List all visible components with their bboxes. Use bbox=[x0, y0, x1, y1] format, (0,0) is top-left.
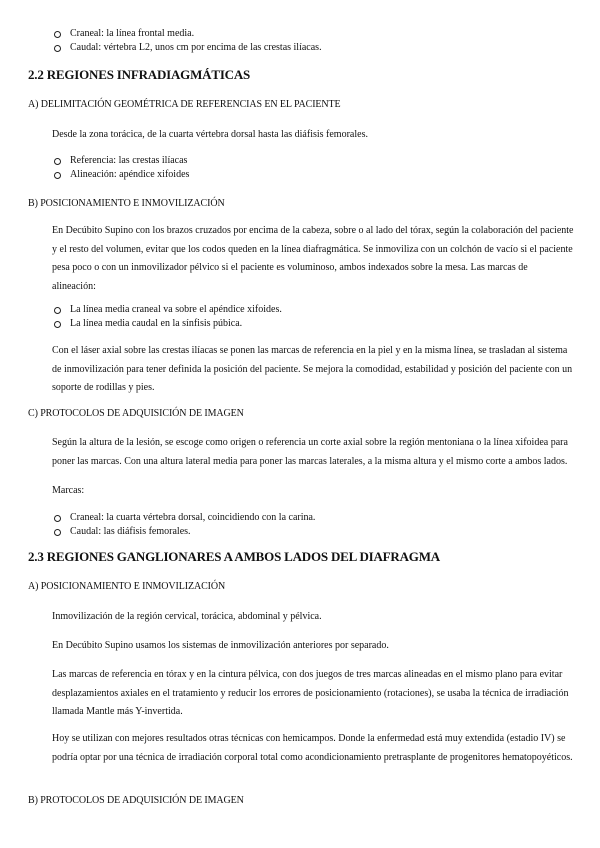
bullet-list bbox=[0, 154, 600, 182]
bullet-circle-icon bbox=[54, 529, 61, 536]
paragraph: Marcas: bbox=[52, 485, 85, 496]
subsection-heading-b: B) POSICIONAMIENTO E INMOVILIZACIÓN bbox=[28, 198, 225, 209]
bullet-circle-icon bbox=[54, 321, 61, 328]
section-heading-2-3: 2.3 REGIONES GANGLIONARES A AMBOS LADOS DEL DIAFRAGMA bbox=[28, 549, 440, 564]
list-item: Alineación: apéndice xifoides bbox=[0, 168, 600, 182]
top-bullet-list bbox=[0, 27, 600, 55]
subsection-heading-b: B) PROTOCOLOS DE ADQUISICIÓN DE IMAGEN bbox=[28, 795, 244, 806]
paragraph: Las marcas de referencia en tórax y en la cintura pélvica, con dos juegos de tres marcas alineadas en el mismo plano para evitar desplazamientos axiales en el tratamiento y reducir los errores de posicionamiento (rotaciones), se usaba la técnica de irradiación llamada Mantle más Y-invertida. bbox=[52, 669, 569, 717]
list-item: Craneal: la cuarta vértebra dorsal, coincidiendo con la carina. bbox=[0, 511, 600, 525]
paragraph: Inmovilización de la región cervical, torácica, abdominal y pélvica. bbox=[52, 611, 322, 622]
paragraph: Con el láser axial sobre las crestas ilíacas se ponen las marcas de referencia en la piel y en la misma línea, se trasladan al sistema de inmovilización para tener definida la posición del paciente. Se mejora la comodidad, estabilidad y posición del paciente con un soporte de rodillas y pies. bbox=[52, 345, 573, 393]
subsection-heading-c: C) PROTOCOLOS DE ADQUISICIÓN DE IMAGEN bbox=[28, 408, 244, 419]
bullet-list bbox=[0, 511, 600, 539]
list-item: Caudal: las diáfisis femorales. bbox=[0, 525, 600, 539]
paragraph: En Decúbito Supino usamos los sistemas de inmovilización anteriores por separado. bbox=[52, 640, 389, 651]
list-item: La línea media caudal en la sínfisis púbica. bbox=[0, 317, 600, 331]
list-item: Referencia: las crestas ilíacas bbox=[0, 154, 600, 168]
bullet-list bbox=[0, 303, 600, 331]
paragraph: Según la altura de la lesión, se escoge como origen o referencia un corte axial sobre la región mentoniana o la línea xifoidea para poner las marcas. Con una altura lateral media para poner las marcas laterales, a la misma altura y el mismo corte a ambos lados. bbox=[52, 437, 568, 467]
bullet-circle-icon bbox=[54, 158, 61, 165]
bullet-circle-icon bbox=[54, 172, 61, 179]
subsection-heading-a: A) POSICIONAMIENTO E INMOVILIZACIÓN bbox=[28, 581, 226, 592]
subsection-heading-a: A) DELIMITACIÓN GEOMÉTRICA DE REFERENCIAS EN EL PACIENTE bbox=[28, 99, 341, 110]
paragraph: Hoy se utilizan con mejores resultados otras técnicas con hemicampos. Donde la enfermedad está muy extendida (estadio IV) se podría optar por una técnica de irradiación corporal total como acondicionamiento pretrasplante de progenitores hematopoyéticos. bbox=[52, 733, 573, 763]
list-item: Caudal: vértebra L2, unos cm por encima de las crestas ilíacas. bbox=[0, 41, 600, 55]
paragraph: Desde la zona torácica, de la cuarta vértebra dorsal hasta las diáfisis femorales. bbox=[52, 129, 368, 140]
bullet-circle-icon bbox=[54, 31, 61, 38]
bullet-circle-icon bbox=[54, 515, 61, 522]
list-item: Craneal: la línea frontal media. bbox=[0, 27, 600, 41]
paragraph: En Decúbito Supino con los brazos cruzados por encima de la cabeza, sobre o al lado del tórax, según la colaboración del paciente y el resto del volumen, evitar que los codos queden en la línea diafragmática. Se inmoviliza con un colchón de vacío si el paciente pesa poco o con un inmovilizador pélvico si el paciente es voluminoso, ambos indexados sobre la mesa. Las marcas de alineación: bbox=[52, 225, 574, 292]
list-item: La línea media craneal va sobre el apéndice xifoides. bbox=[0, 303, 600, 317]
bullet-circle-icon bbox=[54, 45, 61, 52]
bullet-circle-icon bbox=[54, 307, 61, 314]
section-heading-2-2: 2.2 REGIONES INFRADIAGMÁTICAS bbox=[28, 67, 251, 82]
